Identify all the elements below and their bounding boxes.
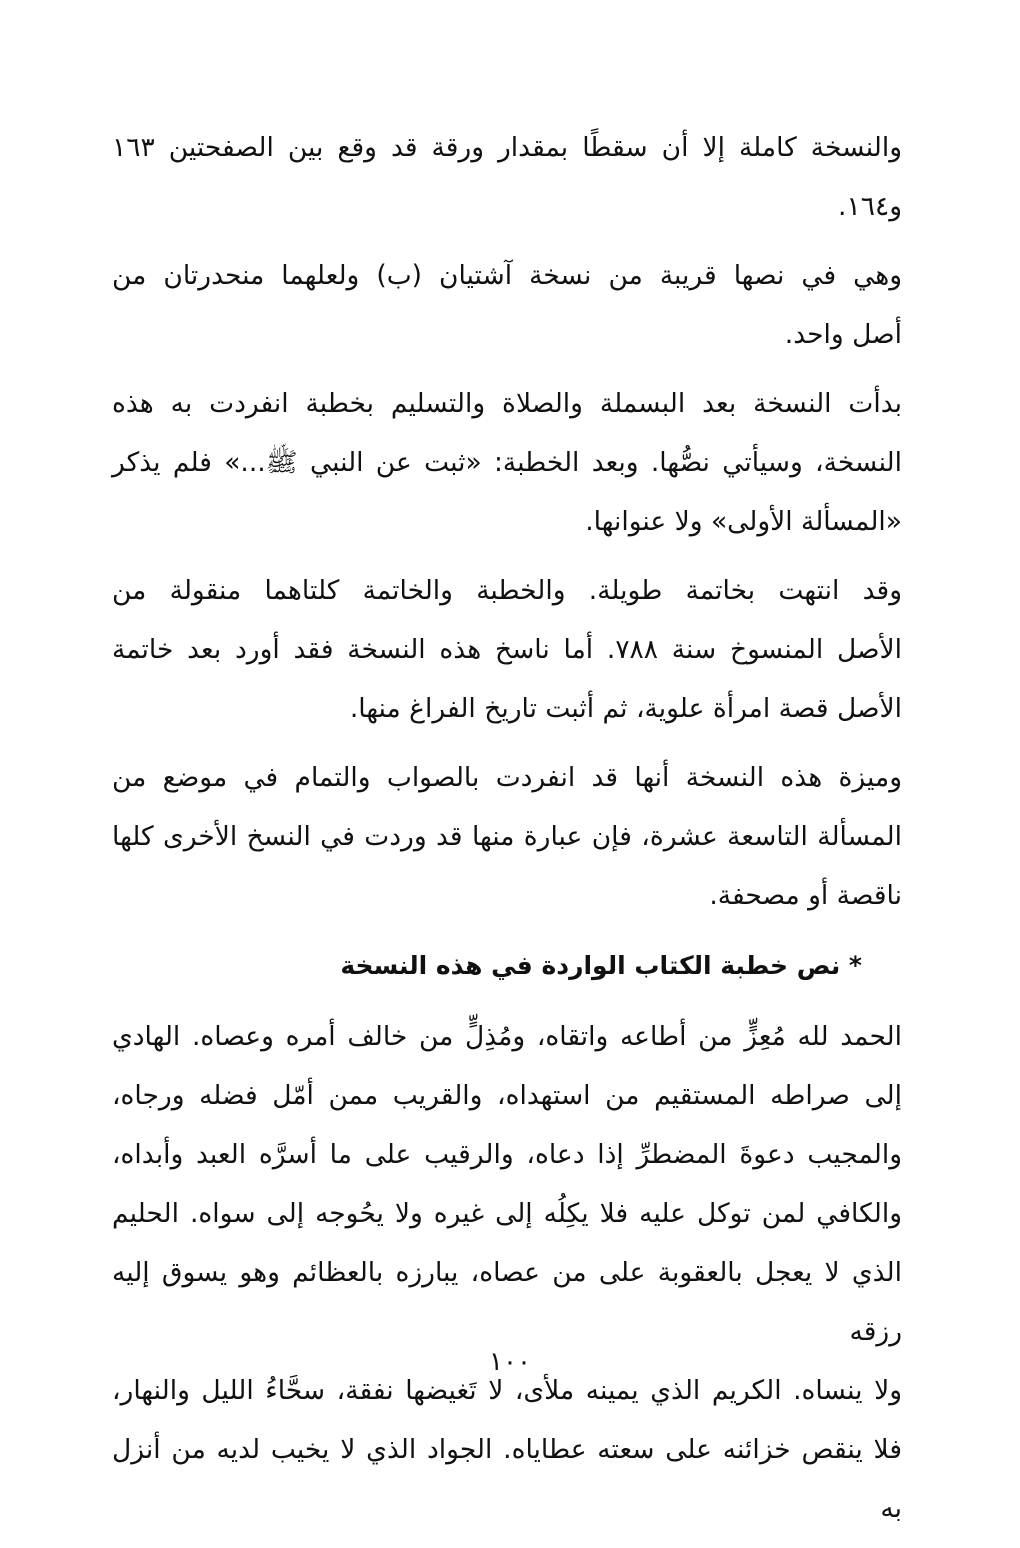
text-line: الأصل قصة امرأة علوية، ثم أثبت تاريخ الفراغ منها. [349, 693, 902, 724]
text-line: الأصل المنسوخ سنة ٧٨٨. أما ناسخ هذه النسخة فقد أورد بعد خاتمة [112, 634, 902, 665]
text-line: والنسخة كاملة إلا أن سقطًا بمقدار ورقة قد وقع بين الصفحتين ١٦٣ [112, 132, 902, 163]
text-line: الحمد لله مُعِزٍّ من أطاعه واتقاه، ومُذِلٍّ من خالف أمره وعصاه. الهادي [112, 1021, 902, 1052]
text-line: فلا ينقص خزائنه على سعته عطاياه. الجواد الذي لا يخيب لديه من أنزل به [112, 1434, 902, 1524]
text-line: بدأت النسخة بعد البسملة والصلاة والتسليم بخطبة انفردت به هذه [112, 388, 902, 419]
section-heading: * نص خطبة الكتاب الواردة في هذه النسخة [340, 951, 862, 980]
paragraph-2 [112, 246, 902, 364]
paragraph-5 [112, 748, 902, 925]
text-line: وميزة هذه النسخة أنها قد انفردت بالصواب والتمام في موضع من [112, 762, 902, 793]
paragraph-1 [112, 118, 902, 236]
page-number: ١٠٠ [489, 1347, 531, 1377]
text-line: «المسألة الأولى» ولا عنوانها. [585, 506, 902, 537]
text-line: الذي لا يعجل بالعقوبة على من عصاه، يبارزه بالعظائم وهو يسوق إليه رزقه [112, 1257, 902, 1347]
text-line: والكافي لمن توكل عليه فلا يكِلُه إلى غيره ولا يحُوجه إلى سواه. الحليم [112, 1198, 902, 1229]
quoted-sermon [112, 1007, 902, 1538]
text-line: وهي في نصها قريبة من نسخة آشتيان (ب) ولعلهما منحدرتان من [112, 260, 902, 291]
text-line: وقد انتهت بخاتمة طويلة. والخطبة والخاتمة كلتاهما منقولة من [112, 575, 902, 606]
paragraph-3 [112, 374, 902, 551]
text-line: و١٦٤. [838, 191, 902, 222]
page-body [112, 118, 902, 1548]
text-line: المسألة التاسعة عشرة، فإن عبارة منها قد وردت في النسخ الأخرى كلها [112, 821, 902, 852]
text-line: والمجيب دعوةَ المضطرِّ إذا دعاه، والرقيب على ما أسرَّه العبد وأبداه، [112, 1139, 902, 1170]
text-line: ناقصة أو مصحفة. [709, 880, 902, 911]
text-line: النسخة، وسيأتي نصُّها. وبعد الخطبة: «ثبت عن النبي ﷺ...» فلم يذكر [112, 447, 902, 478]
text-line: إلى صراطه المستقيم من استهداه، والقريب ممن أمّل فضله ورجاه، [112, 1080, 902, 1111]
text-line: أصل واحد. [784, 319, 902, 350]
text-line: ولا ينساه. الكريم الذي يمينه ملأى، لا تَغيضها نفقة، سحَّاءُ الليل والنهار، [112, 1375, 902, 1406]
paragraph-4 [112, 561, 902, 738]
